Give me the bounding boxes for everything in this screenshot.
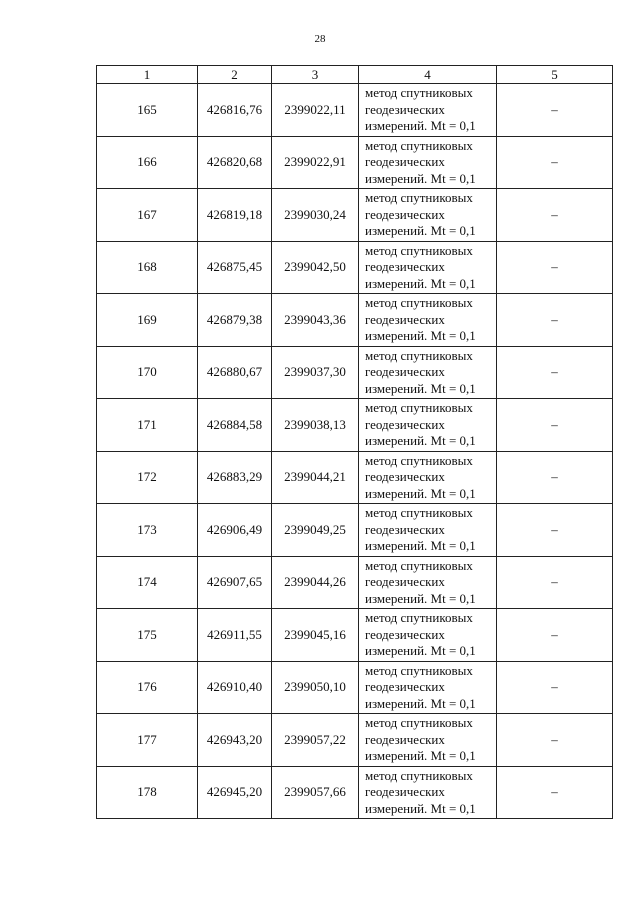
coord-y-cell: 2399050,10 bbox=[272, 661, 359, 714]
coord-y-cell: 2399044,21 bbox=[272, 451, 359, 504]
method-line: измерений. Mt = 0,1 bbox=[365, 748, 476, 763]
point-number-cell: 167 bbox=[97, 189, 198, 242]
method-line: измерений. Mt = 0,1 bbox=[365, 485, 476, 501]
method-cell bbox=[359, 84, 497, 137]
header-col-2: 2 bbox=[198, 66, 272, 84]
header-row bbox=[97, 66, 613, 84]
method-line: метод спутниковых bbox=[365, 242, 473, 258]
table-row bbox=[97, 609, 613, 662]
note-cell: – bbox=[497, 766, 613, 819]
method-line: геодезических bbox=[365, 101, 445, 117]
coord-x-cell: 426820,68 bbox=[198, 136, 272, 189]
method-line: метод спутниковых bbox=[365, 715, 473, 730]
coord-y-cell: 2399022,91 bbox=[272, 136, 359, 189]
method-line: геодезических bbox=[365, 154, 445, 169]
coord-y-cell: 2399049,25 bbox=[272, 504, 359, 557]
point-number-cell: 165 bbox=[97, 84, 198, 137]
method-line: метод спутниковых bbox=[365, 137, 473, 153]
table-row bbox=[97, 556, 613, 609]
method-cell bbox=[359, 399, 497, 452]
method-cell bbox=[359, 714, 497, 767]
note-cell: – bbox=[497, 556, 613, 609]
table-row bbox=[97, 714, 613, 767]
note-cell: – bbox=[497, 346, 613, 399]
coord-y-cell: 2399057,22 bbox=[272, 714, 359, 767]
method-line: измерений. Mt = 0,1 bbox=[365, 433, 476, 448]
coord-x-cell: 426816,76 bbox=[198, 84, 272, 137]
table-row bbox=[97, 84, 613, 137]
method-line: геодезических bbox=[365, 416, 445, 432]
point-number-cell: 178 bbox=[97, 766, 198, 819]
method-line: измерений. Mt = 0,1 bbox=[365, 643, 476, 658]
method-line: геодезических bbox=[365, 259, 445, 274]
header-col-5: 5 bbox=[497, 66, 613, 84]
table-row bbox=[97, 346, 613, 399]
coordinates-table bbox=[96, 65, 613, 819]
coord-x-cell: 426819,18 bbox=[198, 189, 272, 242]
method-line: метод спутниковых bbox=[365, 452, 473, 468]
method-cell bbox=[359, 609, 497, 662]
note-cell: – bbox=[497, 189, 613, 242]
coord-y-cell: 2399022,11 bbox=[272, 84, 359, 137]
table-row bbox=[97, 399, 613, 452]
table-row bbox=[97, 294, 613, 347]
note-cell: – bbox=[497, 451, 613, 504]
method-line: метод спутниковых bbox=[365, 190, 473, 205]
point-number-cell: 174 bbox=[97, 556, 198, 609]
method-cell bbox=[359, 661, 497, 714]
method-line: геодезических bbox=[365, 626, 445, 642]
method-line: геодезических bbox=[365, 364, 445, 379]
note-cell: – bbox=[497, 609, 613, 662]
header-col-1: 1 bbox=[97, 66, 198, 84]
method-line: геодезических bbox=[365, 206, 445, 222]
coord-x-cell: 426910,40 bbox=[198, 661, 272, 714]
note-cell: – bbox=[497, 399, 613, 452]
method-line: измерений. Mt = 0,1 bbox=[365, 538, 476, 553]
method-line: метод спутниковых bbox=[365, 505, 473, 520]
point-number-cell: 171 bbox=[97, 399, 198, 452]
page-number: 28 bbox=[314, 33, 326, 45]
note-cell: – bbox=[497, 136, 613, 189]
table-row bbox=[97, 504, 613, 557]
note-cell: – bbox=[497, 84, 613, 137]
header-col-4: 4 bbox=[359, 66, 497, 84]
method-cell bbox=[359, 294, 497, 347]
coord-x-cell: 426907,65 bbox=[198, 556, 272, 609]
note-cell: – bbox=[497, 661, 613, 714]
method-line: геодезических bbox=[365, 679, 445, 694]
method-line: геодезических bbox=[365, 574, 445, 589]
method-line: измерений. Mt = 0,1 bbox=[365, 328, 476, 343]
method-line: измерений. Mt = 0,1 bbox=[365, 800, 476, 816]
coord-y-cell: 2399057,66 bbox=[272, 766, 359, 819]
method-line: измерений. Mt = 0,1 bbox=[365, 275, 476, 291]
note-cell: – bbox=[497, 294, 613, 347]
coord-x-cell: 426883,29 bbox=[198, 451, 272, 504]
coord-x-cell: 426879,38 bbox=[198, 294, 272, 347]
method-line: метод спутниковых bbox=[365, 767, 473, 783]
method-cell bbox=[359, 189, 497, 242]
coord-y-cell: 2399045,16 bbox=[272, 609, 359, 662]
method-line: измерений. Mt = 0,1 bbox=[365, 695, 476, 711]
method-line: геодезических bbox=[365, 731, 445, 747]
coord-y-cell: 2399038,13 bbox=[272, 399, 359, 452]
method-cell bbox=[359, 766, 497, 819]
point-number-cell: 172 bbox=[97, 451, 198, 504]
method-line: геодезических bbox=[365, 469, 445, 484]
coord-y-cell: 2399044,26 bbox=[272, 556, 359, 609]
note-cell: – bbox=[497, 504, 613, 557]
method-line: измерений. Mt = 0,1 bbox=[365, 380, 476, 396]
method-cell bbox=[359, 504, 497, 557]
method-line: геодезических bbox=[365, 521, 445, 537]
method-line: метод спутниковых bbox=[365, 295, 473, 310]
table-header bbox=[97, 66, 613, 84]
coord-x-cell: 426911,55 bbox=[198, 609, 272, 662]
table-row bbox=[97, 766, 613, 819]
point-number-cell: 169 bbox=[97, 294, 198, 347]
note-cell: – bbox=[497, 714, 613, 767]
method-line: метод спутниковых bbox=[365, 557, 473, 573]
point-number-cell: 170 bbox=[97, 346, 198, 399]
method-line: метод спутниковых bbox=[365, 85, 473, 100]
header-col-3: 3 bbox=[272, 66, 359, 84]
method-line: метод спутниковых bbox=[365, 662, 473, 678]
coord-x-cell: 426884,58 bbox=[198, 399, 272, 452]
table-row bbox=[97, 661, 613, 714]
table-row bbox=[97, 136, 613, 189]
point-number-cell: 177 bbox=[97, 714, 198, 767]
table-row bbox=[97, 189, 613, 242]
method-cell bbox=[359, 556, 497, 609]
method-line: измерений. Mt = 0,1 bbox=[365, 223, 476, 238]
point-number-cell: 166 bbox=[97, 136, 198, 189]
point-number-cell: 176 bbox=[97, 661, 198, 714]
method-line: измерений. Mt = 0,1 bbox=[365, 590, 476, 606]
coord-x-cell: 426906,49 bbox=[198, 504, 272, 557]
point-number-cell: 173 bbox=[97, 504, 198, 557]
coord-x-cell: 426943,20 bbox=[198, 714, 272, 767]
coord-x-cell: 426880,67 bbox=[198, 346, 272, 399]
method-line: метод спутниковых bbox=[365, 400, 473, 415]
method-line: измерений. Mt = 0,1 bbox=[365, 118, 476, 133]
method-cell bbox=[359, 346, 497, 399]
method-cell bbox=[359, 451, 497, 504]
table-row bbox=[97, 451, 613, 504]
note-cell: – bbox=[497, 241, 613, 294]
coord-x-cell: 426945,20 bbox=[198, 766, 272, 819]
point-number-cell: 175 bbox=[97, 609, 198, 662]
method-line: геодезических bbox=[365, 311, 445, 327]
method-line: измерений. Mt = 0,1 bbox=[365, 170, 476, 186]
coord-y-cell: 2399042,50 bbox=[272, 241, 359, 294]
point-number-cell: 168 bbox=[97, 241, 198, 294]
coord-y-cell: 2399037,30 bbox=[272, 346, 359, 399]
method-line: метод спутниковых bbox=[365, 610, 473, 625]
method-cell bbox=[359, 136, 497, 189]
coord-y-cell: 2399043,36 bbox=[272, 294, 359, 347]
method-line: метод спутниковых bbox=[365, 347, 473, 363]
method-cell bbox=[359, 241, 497, 294]
coord-x-cell: 426875,45 bbox=[198, 241, 272, 294]
coord-y-cell: 2399030,24 bbox=[272, 189, 359, 242]
table-body bbox=[97, 84, 613, 819]
table-row bbox=[97, 241, 613, 294]
method-line: геодезических bbox=[365, 784, 445, 799]
